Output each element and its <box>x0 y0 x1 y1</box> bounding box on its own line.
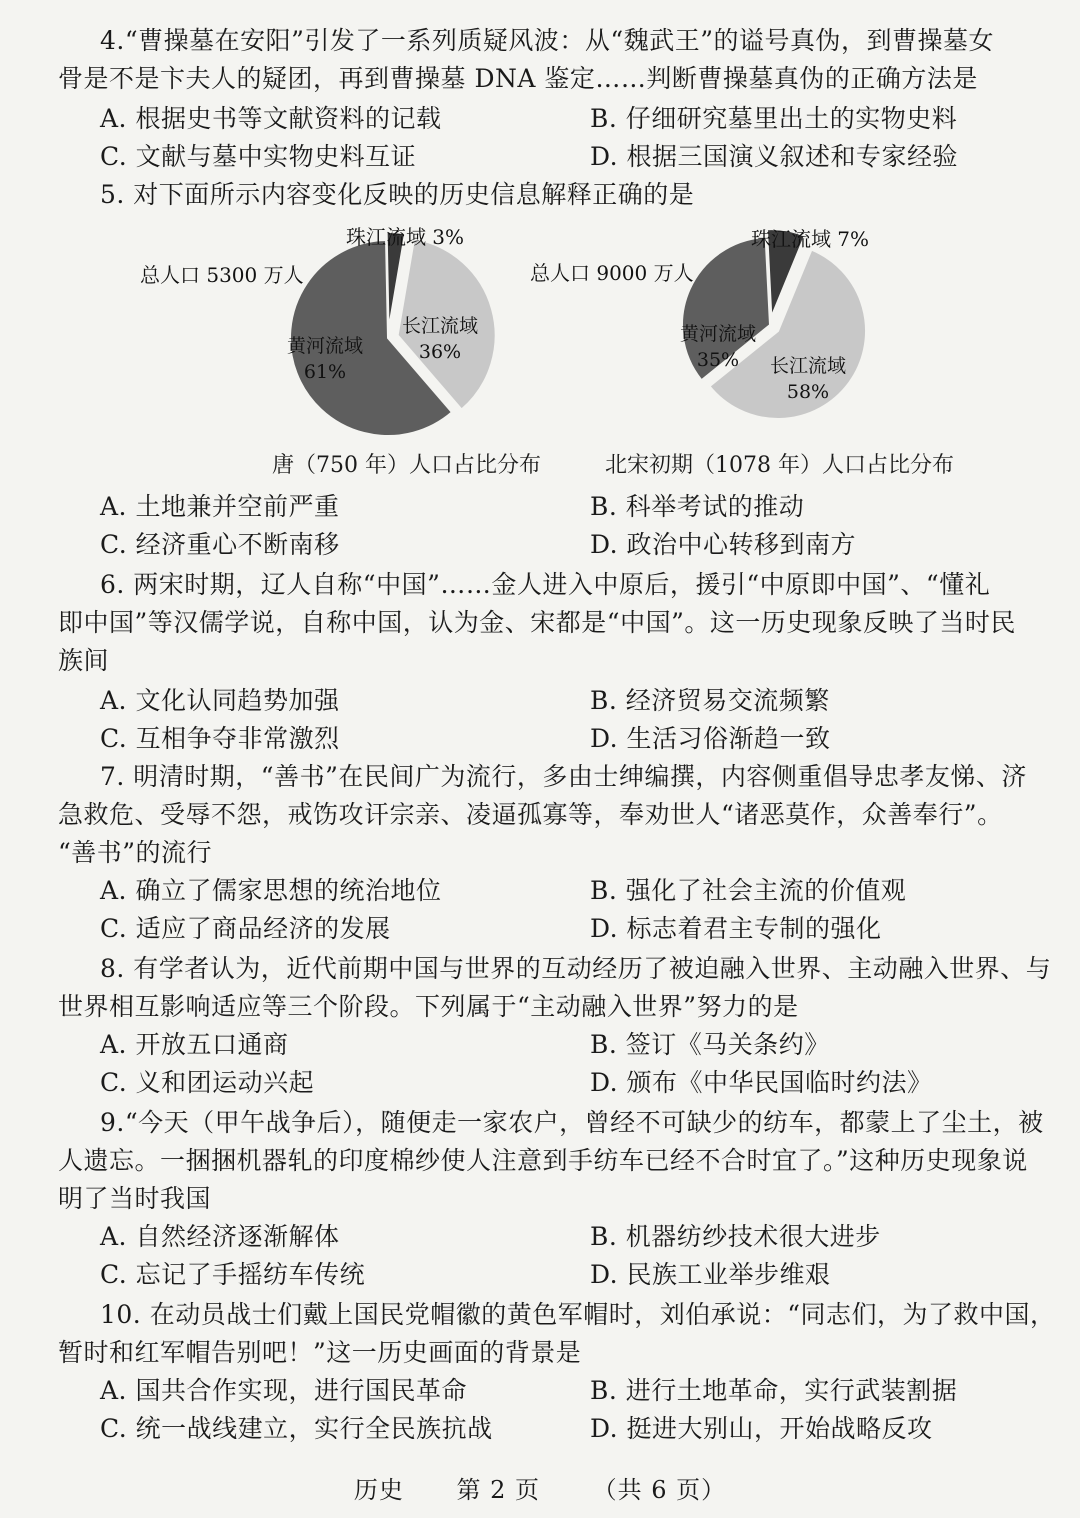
q5-option-c: C. 经济重心不断南移 <box>100 530 340 559</box>
q6-option-c: C. 互相争夺非常激烈 <box>100 724 340 753</box>
footer-total-pages: （共 6 页） <box>592 1476 727 1504</box>
pie2-total-label: 总人口 9000 万人 <box>530 261 694 285</box>
q6-option-b: B. 经济贸易交流频繁 <box>590 686 830 715</box>
q9-option-b: B. 机器纺纱技术很大进步 <box>590 1222 881 1251</box>
q9-option-a: A. 自然经济逐渐解体 <box>100 1222 340 1251</box>
q8-stem-line2: 世界相互影响适应等三个阶段。下列属于“主动融入世界”努力的是 <box>58 992 799 1021</box>
q6-stem-line3: 族间 <box>58 646 110 675</box>
q10-option-a: A. 国共合作实现，进行国民革命 <box>100 1376 467 1405</box>
q10-option-b: B. 进行土地革命，实行武装割据 <box>590 1376 958 1405</box>
q4-option-c: C. 文献与墓中实物史料互证 <box>100 142 417 171</box>
q7-stem-line2: 急救危、受辱不怨，戒饬攻讦宗亲、凌逼孤寡等，奉劝世人“诸恶莫作，众善奉行”。 <box>58 800 1003 829</box>
pie1-label-2-value: 61% <box>303 361 347 383</box>
q9-option-c: C. 忘记了手摇纺车传统 <box>100 1260 366 1289</box>
q9-stem-line3: 明了当时我国 <box>58 1184 212 1213</box>
q8-stem-line1: 8. 有学者认为，近代前期中国与世界的互动经历了被迫融入世界、主动融入世界、与 <box>100 954 1052 983</box>
q7-option-b: B. 强化了社会主流的价值观 <box>590 876 907 905</box>
pie2-label-1-name: 长江流域 <box>769 355 847 377</box>
pie2-label-0: 珠江流域 7% <box>750 227 870 251</box>
q5-option-a: A. 土地兼并空前严重 <box>100 492 340 521</box>
footer-page-number: 第 2 页 <box>456 1476 540 1504</box>
q7-stem-line1: 7. 明清时期，“善书”在民间广为流行，多由士绅编撰，内容侧重倡导忠孝友悌、济 <box>100 762 1027 791</box>
pie1-total-label: 总人口 5300 万人 <box>140 263 304 287</box>
q5-option-b: B. 科举考试的推动 <box>590 492 805 521</box>
q7-option-d: D. 标志着君主专制的强化 <box>590 914 882 943</box>
pie1-label-1-value: 36% <box>418 341 462 363</box>
pie1-label-2-name: 黄河流域 <box>286 335 364 357</box>
footer-subject: 历史 <box>353 1476 404 1504</box>
q10-stem-line2: 暂时和红军帽告别吧！”这一历史画面的背景是 <box>58 1338 582 1367</box>
pie1-label-1-name: 长江流域 <box>401 315 479 337</box>
q4-stem-line1: 4.“曹操墓在安阳”引发了一系列质疑风波：从“魏武王”的谥号真伪，到曹操墓女 <box>100 26 994 55</box>
q4-option-a: A. 根据史书等文献资料的记载 <box>100 104 442 133</box>
q9-option-d: D. 民族工业举步维艰 <box>590 1260 831 1289</box>
page-footer <box>0 1470 1080 1505</box>
q4-option-b: B. 仔细研究墓里出土的实物史料 <box>590 104 958 133</box>
q7-stem-line3: “善书”的流行 <box>58 838 213 867</box>
q8-option-a: A. 开放五口通商 <box>100 1030 289 1059</box>
pie2-label-2-name: 黄河流域 <box>679 323 757 345</box>
q9-stem-line1: 9.“今天（甲午战争后），随便走一家农户，曾经不可缺少的纺车，都蒙上了尘土，被 <box>100 1108 1044 1137</box>
q4-option-d: D. 根据三国演义叙述和专家经验 <box>590 142 959 171</box>
pie2-label-1-value: 58% <box>786 381 830 403</box>
q9-stem-line2: 人遗忘。一捆捆机器轧的印度棉纱使人注意到手纺车已经不合时宜了。”这种历史现象说 <box>58 1146 1028 1175</box>
q10-option-d: D. 挺进大别山，开始战略反攻 <box>590 1414 933 1443</box>
q5-stem: 5. 对下面所示内容变化反映的历史信息解释正确的是 <box>100 180 695 209</box>
pie2-label-2-value: 35% <box>696 349 740 371</box>
q5-option-d: D. 政治中心转移到南方 <box>590 530 857 559</box>
q8-option-d: D. 颁布《中华民国临时约法》 <box>590 1068 933 1097</box>
q10-option-c: C. 统一战线建立，实行全民族抗战 <box>100 1414 493 1443</box>
q6-option-d: D. 生活习俗渐趋一致 <box>590 724 831 753</box>
q6-stem-line1: 6. 两宋时期，辽人自称“中国”……金人进入中原后，援引“中原即中国”、“懂礼 <box>100 570 991 599</box>
q4-stem-line2: 骨是不是卞夫人的疑团，再到曹操墓 DNA 鉴定……判断曹操墓真伪的正确方法是 <box>58 64 978 93</box>
q6-stem-line2: 即中国”等汉儒学说，自称中国，认为金、宋都是“中国”。这一历史现象反映了当时民 <box>58 608 1016 637</box>
pie1-label-0: 珠江流域 3% <box>345 225 465 249</box>
q10-stem-line1: 10. 在动员战士们戴上国民党帽徽的黄色军帽时，刘伯承说：“同志们，为了救中国， <box>100 1300 1056 1329</box>
pie1-caption: 唐（750 年）人口占比分布 <box>272 453 541 478</box>
q8-option-c: C. 义和团运动兴起 <box>100 1068 315 1097</box>
q7-option-a: A. 确立了儒家思想的统治地位 <box>100 876 442 905</box>
q7-option-c: C. 适应了商品经济的发展 <box>100 914 391 943</box>
q6-option-a: A. 文化认同趋势加强 <box>100 686 340 715</box>
pie2-caption: 北宋初期（1078 年）人口占比分布 <box>605 453 954 478</box>
q8-option-b: B. 签订《马关条约》 <box>590 1030 830 1059</box>
